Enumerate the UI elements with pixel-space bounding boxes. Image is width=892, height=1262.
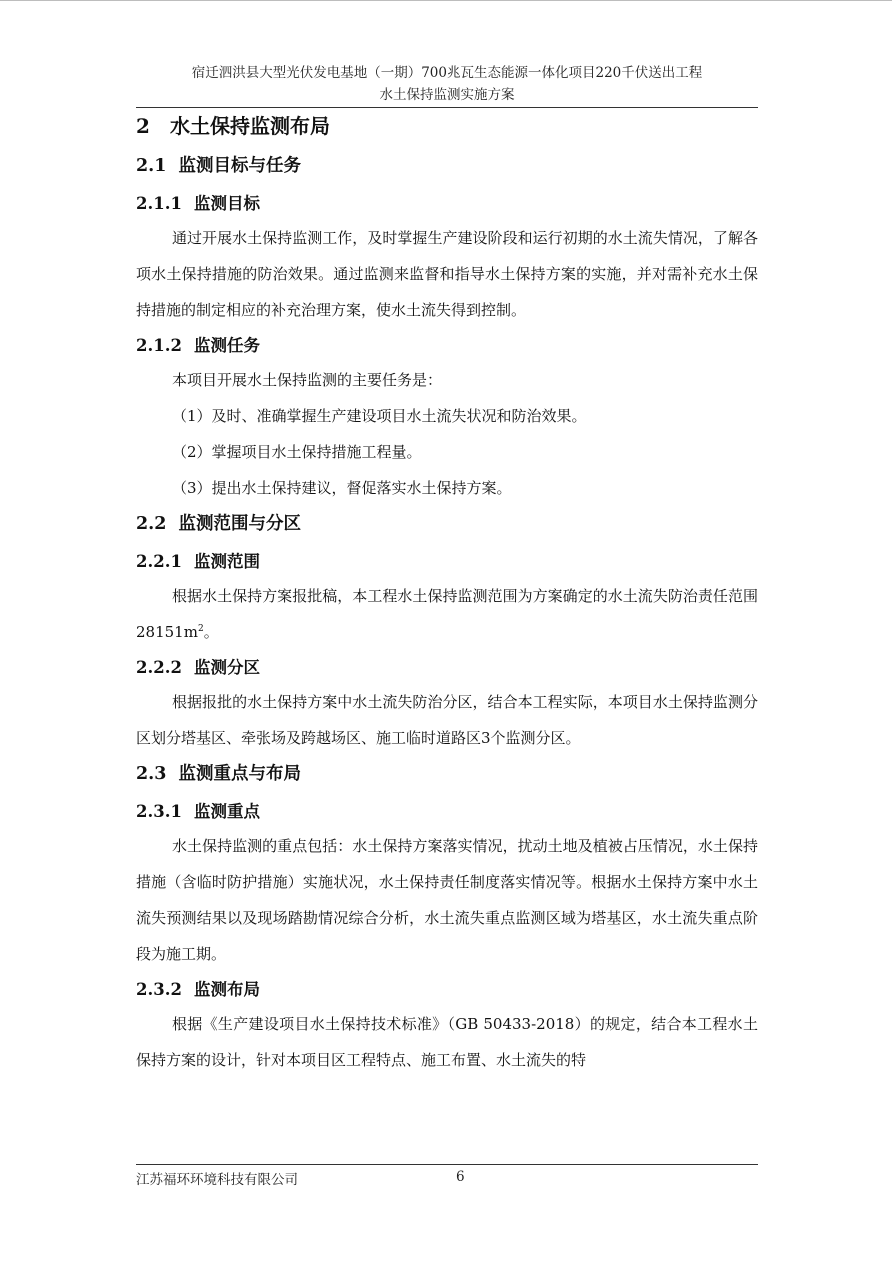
subsection-title: 监测任务 bbox=[193, 336, 260, 355]
subsection-heading-2-3-2 bbox=[136, 976, 758, 1004]
subsection-heading-2-2-1 bbox=[136, 548, 758, 576]
area-unit-exponent: 2 bbox=[197, 624, 204, 634]
paragraph-task-intro: 本项目开展水土保持监测的主要任务是： bbox=[172, 371, 443, 389]
page-header bbox=[136, 62, 758, 108]
subsection-number: 2.1.2 bbox=[136, 336, 182, 355]
subsection-number: 2.3.2 bbox=[136, 980, 182, 999]
subsection-heading-2-1-2 bbox=[136, 332, 758, 360]
header-project-title: 宿迁泗洪县大型光伏发电基地（一期）700兆瓦生态能源一体化项目220千伏送出工程 bbox=[191, 65, 703, 81]
task-list-item: （3）提出水土保持建议，督促落实水土保持方案。 bbox=[172, 479, 512, 497]
subsection-heading-2-3-1 bbox=[136, 798, 758, 826]
section-number: 2.2 bbox=[136, 514, 167, 534]
subsection-title: 监测分区 bbox=[193, 658, 260, 677]
paragraph-monitoring-focus: 水土保持监测的重点包括：水土保持方案落实情况，扰动土地及植被占压情况，水土保持措施（含临时防护措施）实施状况，水土保持责任制度落实情况等。根据水土保持方案中水土流失预测结果以及现场踏勘情况综合分析，水土流失重点监测区域为塔基区，水土流失重点阶段为施工期。 bbox=[136, 837, 758, 963]
page-footer bbox=[136, 1164, 758, 1190]
paragraph-monitoring-objective: 通过开展水土保持监测工作，及时掌握生产建设阶段和运行初期的水土流失情况，了解各项水土保持措施的防治效果。通过监测来监督和指导水土保持方案的实施，并对需补充水土保持措施的制定相应的补充治理方案，使水土流失得到控制。 bbox=[136, 229, 758, 319]
chapter-heading bbox=[136, 110, 758, 142]
header-rule bbox=[136, 107, 758, 108]
subsection-title: 监测范围 bbox=[193, 552, 260, 571]
subsection-title: 监测重点 bbox=[193, 802, 260, 821]
scope-text: 根据水土保持方案报批稿，本工程水土保持监测范围为方案确定的水土流失防治责任范围28151m bbox=[136, 587, 758, 641]
section-heading-2-2 bbox=[136, 510, 758, 538]
paragraph-monitoring-layout: 根据《生产建设项目水土保持技术标准》（GB 50433-2018）的规定，结合本工程水土保持方案的设计，针对本项目区工程特点、施工布置、水土流失的特 bbox=[136, 1015, 758, 1069]
paragraph-monitoring-scope bbox=[136, 578, 758, 650]
subsection-heading-2-2-2 bbox=[136, 654, 758, 682]
subsection-title: 监测布局 bbox=[193, 980, 260, 999]
subsection-number: 2.1.1 bbox=[136, 194, 182, 213]
scope-text-end: 。 bbox=[203, 623, 219, 641]
section-number: 2.3 bbox=[136, 764, 167, 784]
section-title: 监测重点与布局 bbox=[178, 764, 301, 784]
section-number: 2.1 bbox=[136, 156, 167, 176]
chapter-number: 2 bbox=[136, 114, 150, 138]
task-list-item: （1）及时、准确掌握生产建设项目水土流失状况和防治效果。 bbox=[172, 407, 587, 425]
section-heading-2-1 bbox=[136, 152, 758, 180]
subsection-title: 监测目标 bbox=[193, 194, 260, 213]
subsection-number: 2.2.1 bbox=[136, 552, 182, 571]
section-title: 监测目标与任务 bbox=[178, 156, 301, 176]
footer-rule bbox=[136, 1164, 758, 1165]
page-top-edge bbox=[0, 0, 892, 1]
task-list-item: （2）掌握项目水土保持措施工程量。 bbox=[172, 443, 422, 461]
section-heading-2-3 bbox=[136, 760, 758, 788]
header-document-title: 水土保持监测实施方案 bbox=[379, 87, 515, 103]
footer-company-name: 江苏福环环境科技有限公司 bbox=[136, 1172, 298, 1188]
page-number: 6 bbox=[456, 1169, 465, 1185]
chapter-title: 水土保持监测布局 bbox=[170, 114, 330, 138]
section-title: 监测范围与分区 bbox=[178, 514, 301, 534]
page-body bbox=[136, 110, 758, 1078]
subsection-number: 2.3.1 bbox=[136, 802, 182, 821]
subsection-heading-2-1-1 bbox=[136, 190, 758, 218]
subsection-number: 2.2.2 bbox=[136, 658, 182, 677]
paragraph-monitoring-zones: 根据报批的水土保持方案中水土流失防治分区，结合本工程实际，本项目水土保持监测分区划分塔基区、牵张场及跨越场区、施工临时道路区3个监测分区。 bbox=[136, 693, 758, 747]
